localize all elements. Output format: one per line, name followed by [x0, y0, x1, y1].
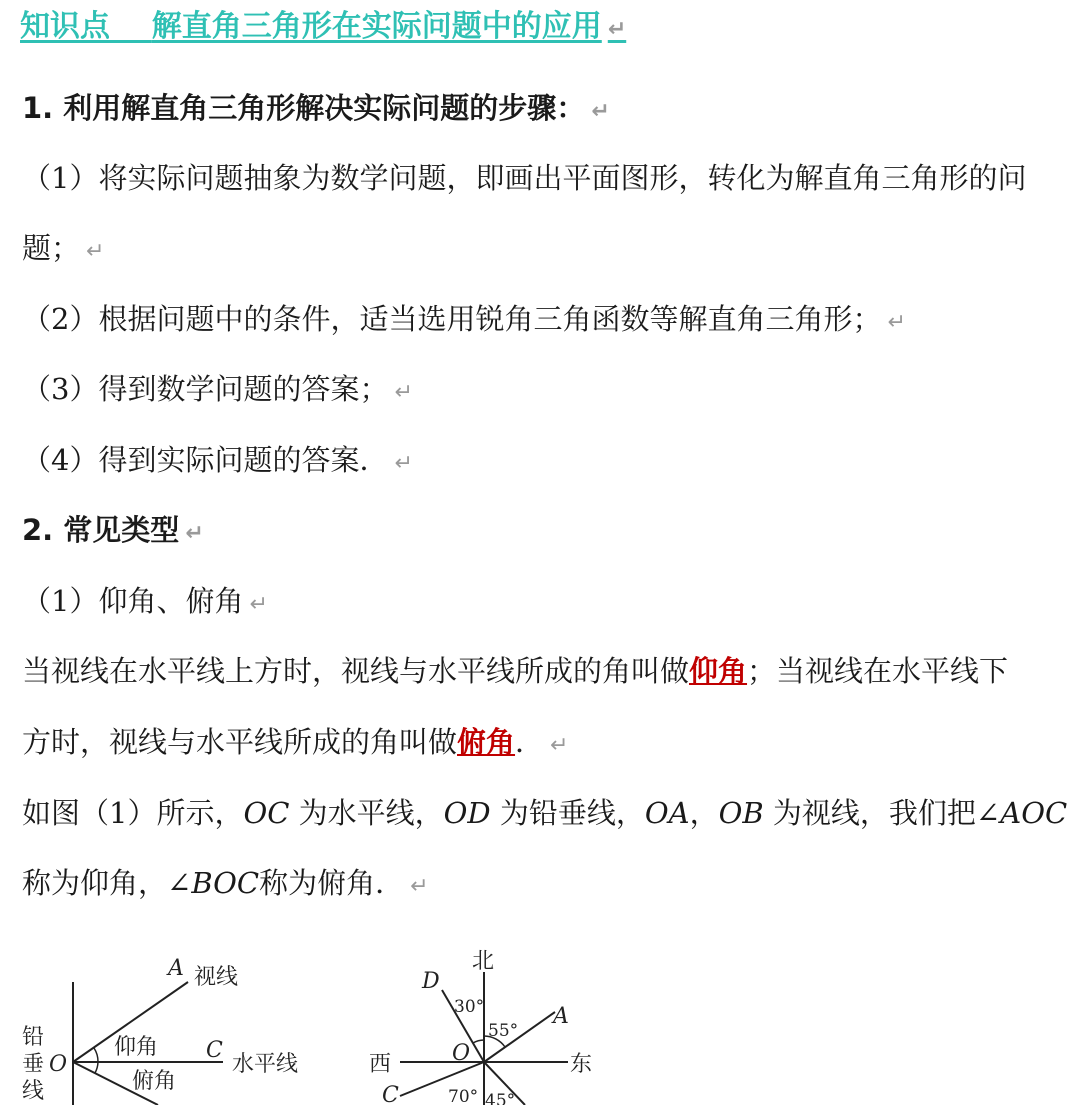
figure-compass — [360, 940, 620, 1105]
para1-b-post: ． — [515, 725, 545, 759]
section2-title: 2. 常见类型 — [22, 513, 180, 547]
heading-title: 解直角三角形在实际问题中的应用 — [151, 9, 602, 44]
depression-arc — [95, 1062, 98, 1073]
para1-a-pre: 当视线在水平线上方时，视线与水平线所成的角叫做 — [22, 654, 690, 688]
label-O: O — [49, 1052, 68, 1077]
para2-b-text2: 称为俯角． — [259, 866, 405, 900]
elevation-arc — [94, 1048, 98, 1062]
return-mark: ↵ — [887, 310, 906, 335]
para2-a-text2: 为水平线， — [289, 796, 444, 830]
arc-30 — [473, 1040, 484, 1043]
step3-text: （3）得到数学问题的答案； — [22, 372, 389, 406]
return-mark: ↵ — [394, 380, 413, 405]
step4-line — [22, 440, 413, 484]
para2-a-text5: 为视线，我们把∠ — [763, 796, 1001, 830]
step4-text: （4）得到实际问题的答案． — [22, 443, 389, 477]
figure2-svg — [360, 940, 620, 1105]
return-mark: ↵ — [607, 17, 627, 42]
label-north: 北 — [472, 949, 495, 974]
step1-line-b — [22, 228, 104, 272]
label-angle-55: 55° — [488, 1021, 519, 1041]
para2-a-text4: ， — [689, 796, 719, 830]
label-elevation: 仰角 — [114, 1035, 159, 1060]
label-A: A — [553, 1004, 569, 1029]
symbol-OD: OD — [443, 796, 491, 830]
label-C: C — [206, 1038, 223, 1063]
para1-b-pre: 方时，视线与水平线所成的角叫做 — [22, 725, 458, 759]
para2-line-b — [22, 863, 429, 907]
return-mark: ↵ — [591, 99, 610, 124]
return-mark: ↵ — [410, 874, 429, 899]
step2-line — [22, 299, 906, 343]
label-A: A — [168, 956, 184, 981]
section2-title-line — [22, 510, 204, 554]
figure1-svg — [18, 940, 338, 1105]
label-depression: 俯角 — [132, 1069, 177, 1094]
step1-text-a: （1）将实际问题抽象为数学问题，即画出平面图形，转化为解直角三角形的问 — [22, 161, 1027, 195]
section-heading — [20, 6, 626, 51]
return-mark: ↵ — [550, 733, 569, 758]
return-mark: ↵ — [394, 451, 413, 476]
sub1-text: （1）仰角、俯角 — [22, 584, 244, 618]
para2-a-text3: 为铅垂线， — [490, 796, 645, 830]
para2-b-text1: 称为仰角，∠ — [22, 866, 192, 900]
label-vertical-3: 线 — [22, 1079, 45, 1104]
return-mark: ↵ — [185, 521, 204, 546]
label-vertical-2: 垂 — [22, 1052, 45, 1077]
para1-line-b — [22, 722, 568, 766]
symbol-AOC: AOC — [1000, 796, 1068, 830]
label-O: O — [452, 1041, 471, 1066]
symbol-BOC: BOC — [191, 866, 260, 900]
label-D: D — [422, 969, 440, 994]
label-angle-30: 30° — [454, 997, 485, 1017]
symbol-OA: OA — [644, 796, 690, 830]
para2-a-text1: 如图（1）所示， — [22, 796, 244, 830]
section1-title-line — [22, 88, 610, 132]
sub1-line — [22, 581, 268, 625]
symbol-OC: OC — [243, 796, 290, 830]
figure-elevation-depression — [18, 940, 338, 1105]
label-angle-70: 70° — [448, 1087, 479, 1105]
label-sight-line: 视线 — [194, 965, 239, 990]
return-mark: ↵ — [86, 239, 105, 264]
para1-line-a — [22, 651, 1008, 691]
elevation-term: 仰角 — [689, 654, 748, 688]
label-angle-45: 45° — [485, 1091, 516, 1105]
step2-text: （2）根据问题中的条件，适当选用锐角三角函数等解直角三角形； — [22, 302, 882, 336]
para2-line-a — [22, 793, 1067, 833]
step1-text-b: 题； — [22, 231, 81, 265]
label-vertical-1: 铅 — [22, 1025, 45, 1050]
step3-line — [22, 369, 413, 413]
section1-title: 1. 利用解直角三角形解决实际问题的步骤： — [22, 91, 586, 125]
depression-term: 俯角 — [457, 725, 516, 759]
label-horizontal: 水平线 — [232, 1052, 299, 1077]
label-C: C — [382, 1083, 399, 1105]
symbol-OB: OB — [718, 796, 764, 830]
label-east: 东 — [570, 1052, 593, 1077]
return-mark: ↵ — [249, 592, 268, 617]
step1-line-a — [22, 158, 1026, 198]
para1-a-post: ；当视线在水平线下 — [747, 654, 1009, 688]
heading-label: 知识点 — [20, 9, 110, 44]
label-west: 西 — [369, 1052, 392, 1077]
